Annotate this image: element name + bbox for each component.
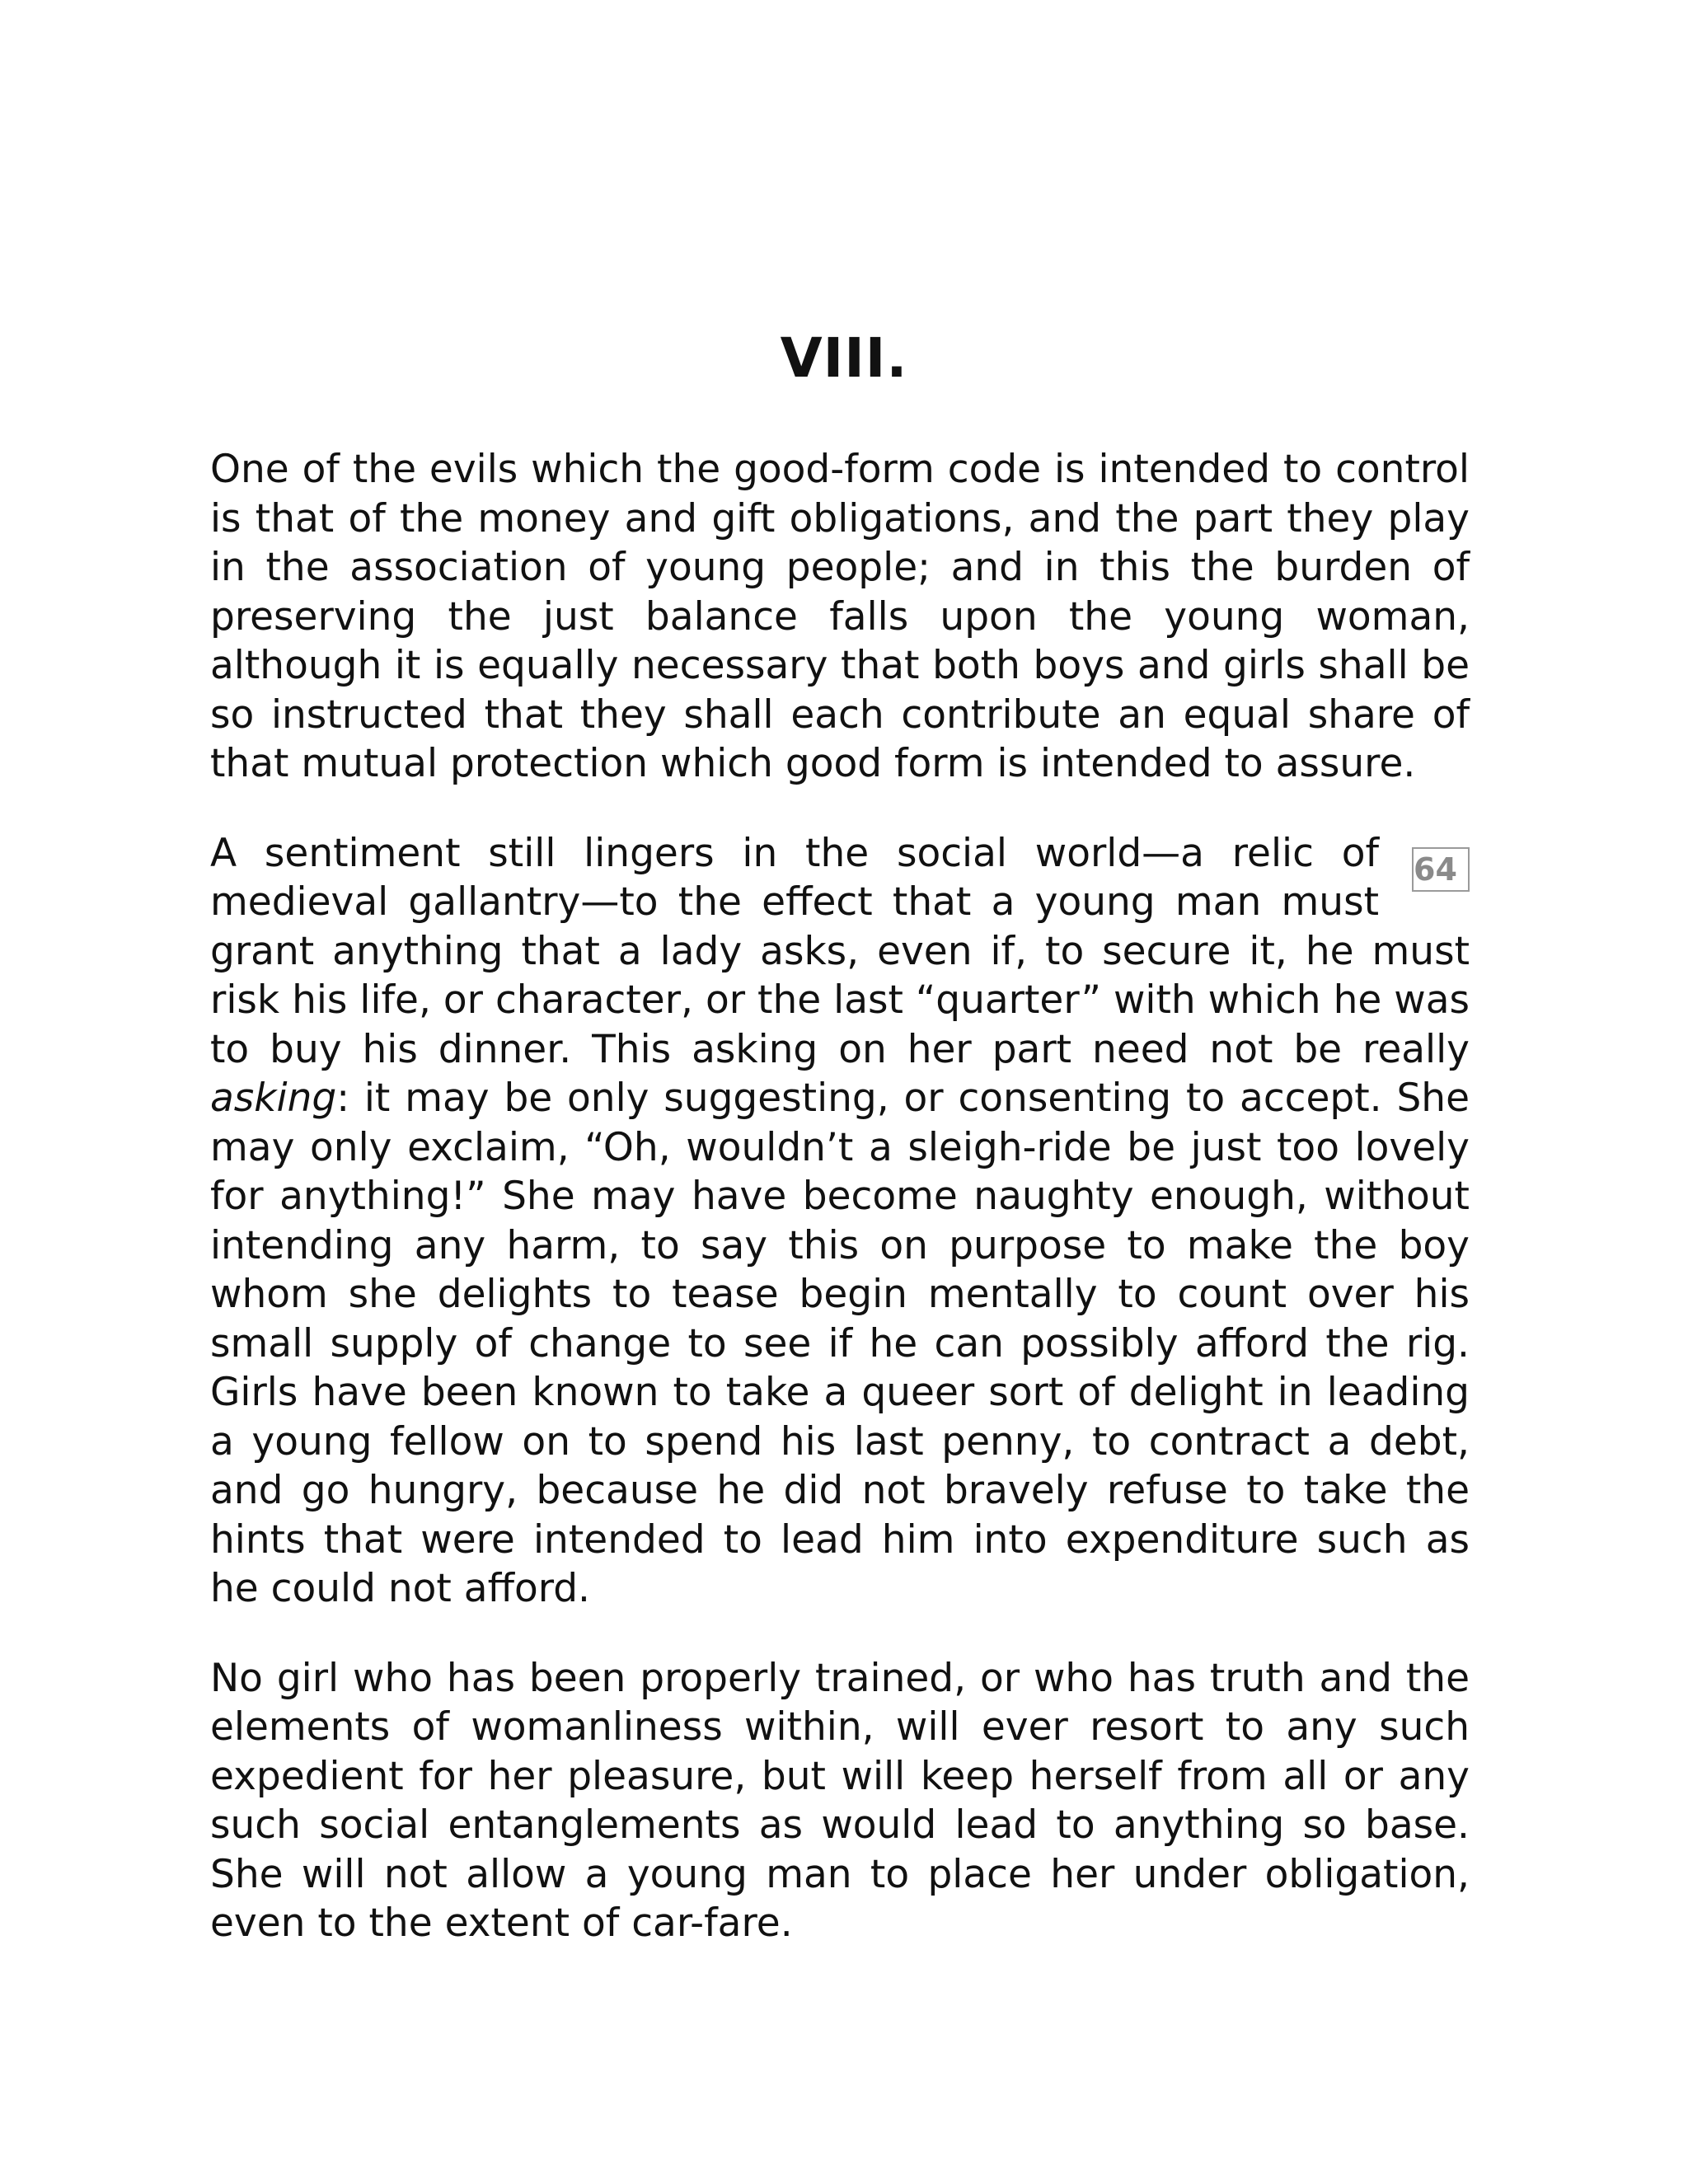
paragraph-3: No girl who has been properly trained, or who has truth and the elements of womanliness within, will ever resort to any such expedient for her pleasure, but will keep herself from all or any such social entanglements as would lead to anything so base. She will not allow a young man to place her under obligation, even to the extent of car-fare. — [210, 1655, 1470, 1946]
paragraph-2-italic-word: asking — [210, 1076, 337, 1121]
paragraph-1: One of the evils which the good-form code is intended to control is that of the money and gift obligations, and the part they play in the association of young people; and in this the burden of preserving the just balance falls upon the young woman, although it is equally necessary that both boys and girls shall be so instructed that they shall each contribute an equal share of that mutual protection which good form is intended to assure. — [210, 447, 1470, 786]
chapter-heading: VIII. — [780, 326, 908, 390]
body-text — [210, 445, 1470, 1989]
paragraph-2 — [210, 829, 1470, 1614]
page-number-marker: 64 — [1412, 847, 1470, 892]
paragraph-2-text-after-italic: : it may be only suggesting, or consenting to accept. She may only exclaim, “Oh, wouldn’t a sleigh-ride be just too lovely for anything!” She may have become naughty enough, without intending any harm, to say this on purpose to make the boy whom she delights to tease begin mentally to count over his small supply of change to see if he can possibly afford the rig. Girls have been known to take a queer sort of delight in leading a young fellow on to spend his last penny, to contract a debt, and go hungry, because he did not bravely refuse to take the hints that were intended to lead him into expenditure such as he could not afford. — [210, 1076, 1470, 1611]
paragraph-2-text-before-italic: A sentiment still lingers in the social world—a relic of medieval gallantry—to the effect that a young man must grant anything that a lady asks, even if, to secure it, he must risk his life, or character, or the last “quarter” with which he was to buy his dinner. This asking on her part need not be really — [210, 830, 1470, 1072]
